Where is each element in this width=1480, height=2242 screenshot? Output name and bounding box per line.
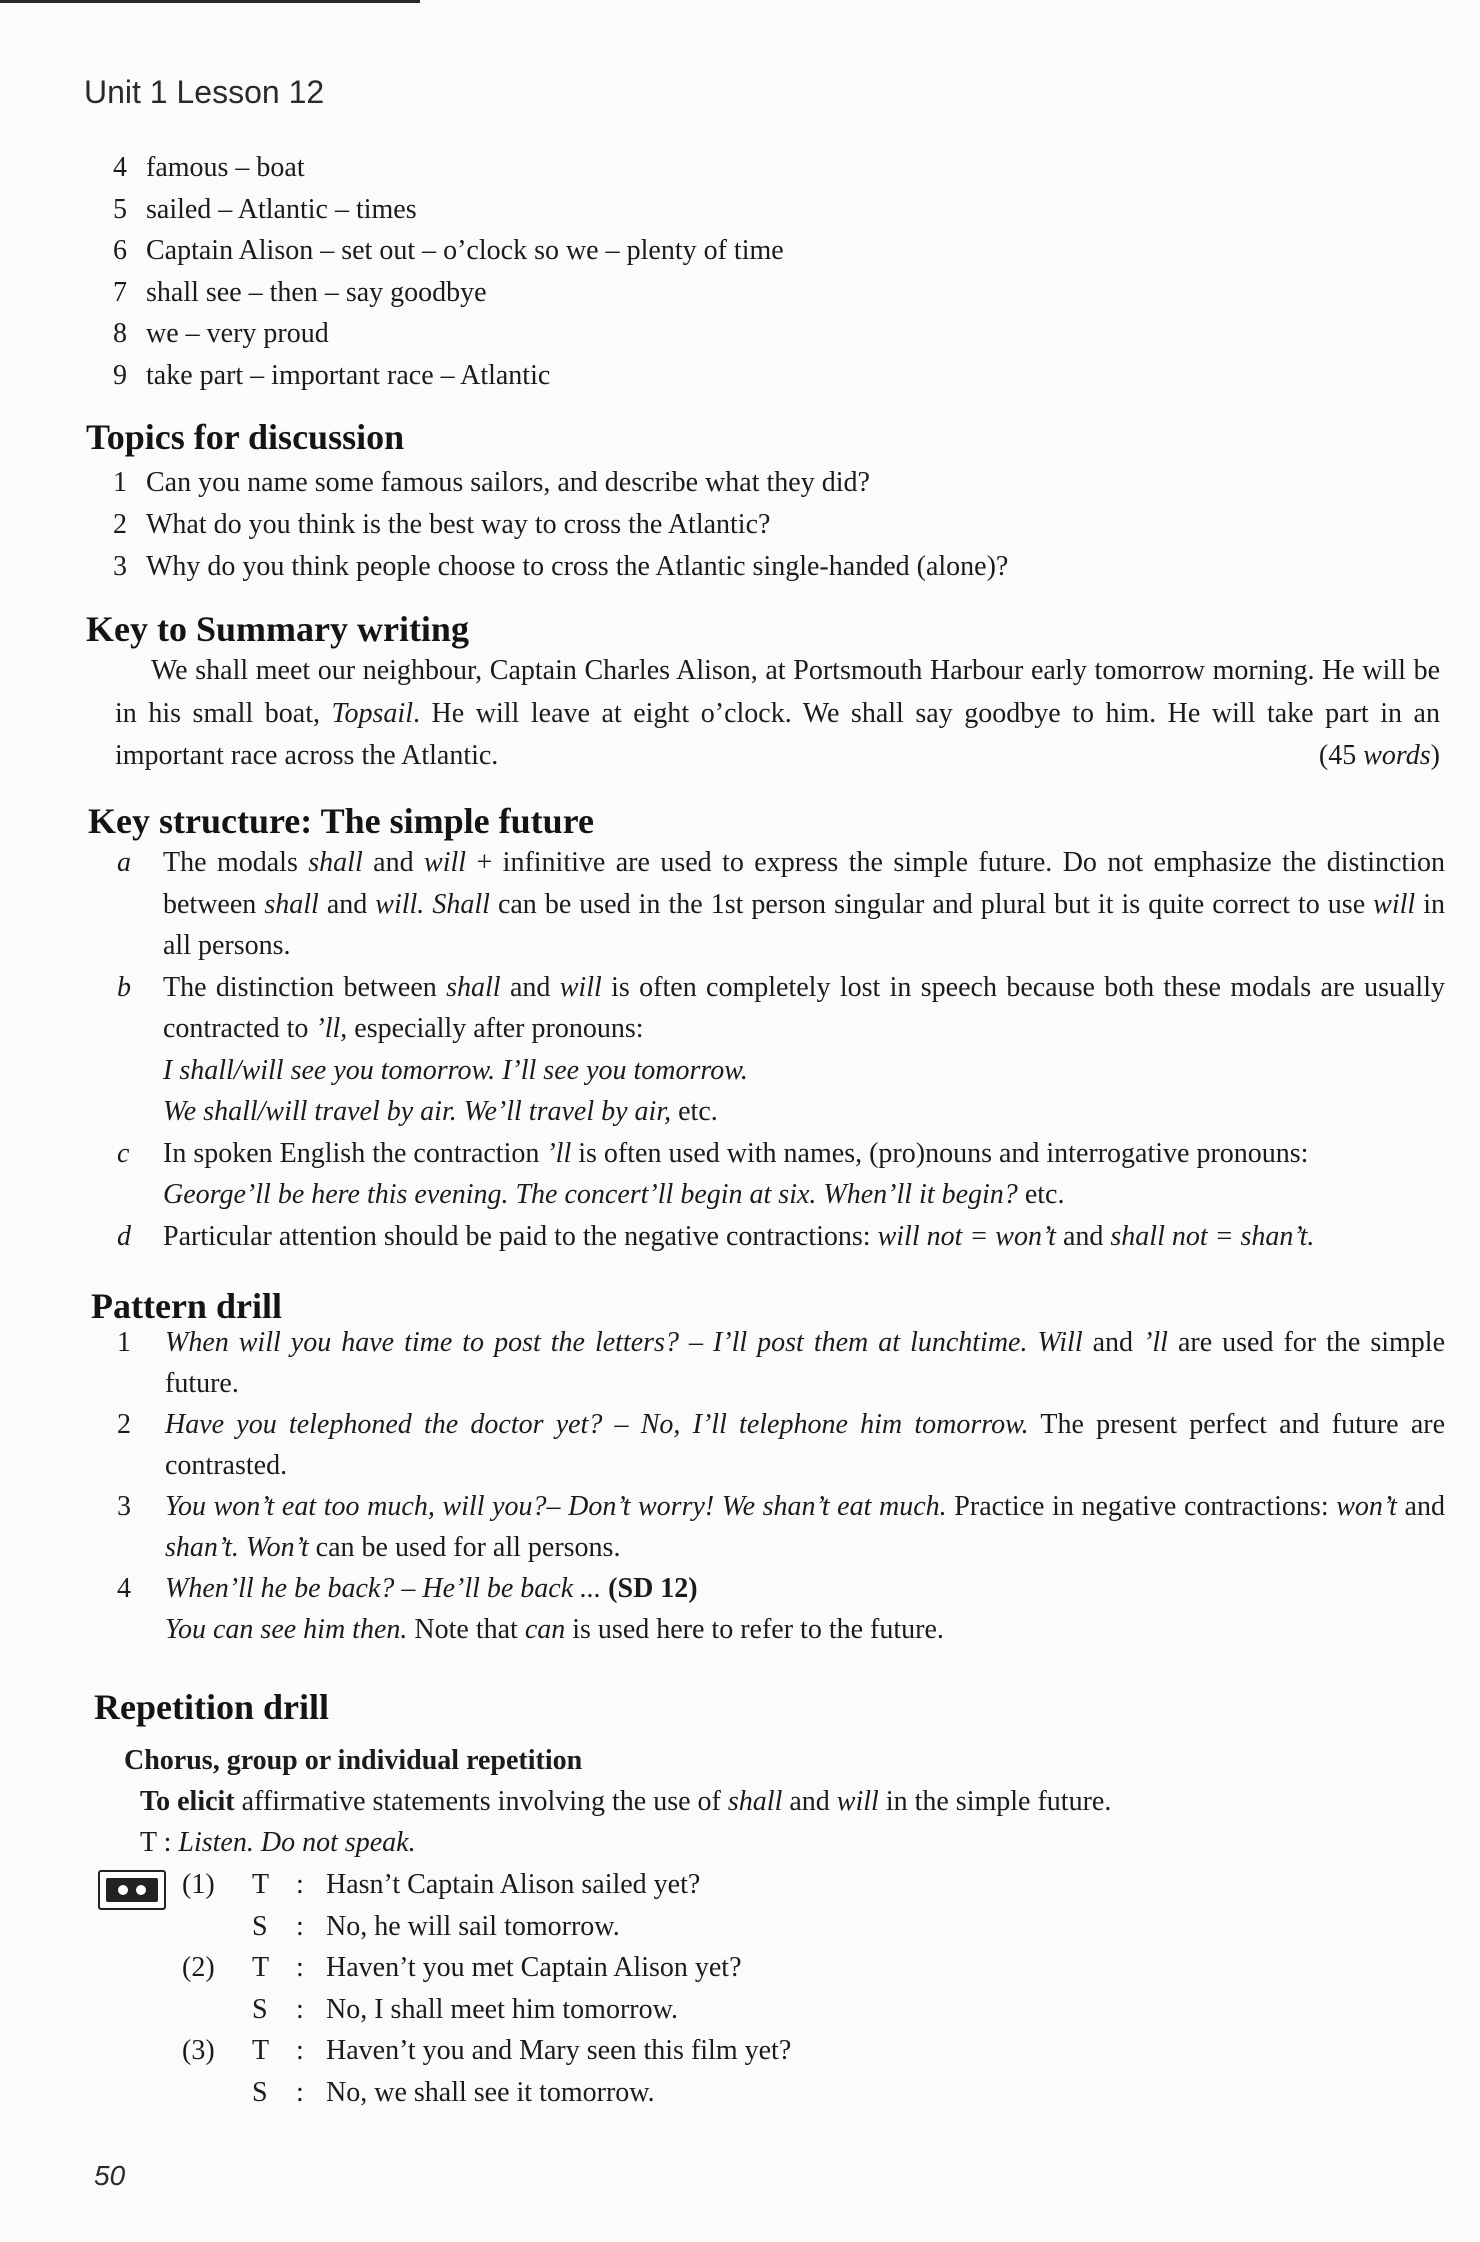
note-d: d Particular attention should be paid to the negative contractions: will not = won’t and shall not = shan’t. bbox=[117, 1220, 1315, 1252]
list-item: 4 famous – boat bbox=[113, 152, 305, 183]
pattern-heading: Pattern drill bbox=[91, 1286, 282, 1326]
note-c: c In spoken English the contraction ’ll is often used with names, (pro)nouns and interrogative pronouns: George’ll be here this evening. The concert’ll begin at six. When’ll it begin? etc. bbox=[117, 1137, 1309, 1210]
list-item: 2 What do you think is the best way to cross the Atlantic? bbox=[113, 509, 771, 540]
list-item: 3 You won’t eat too much, will you?– Don’t worry! We shan’t eat much. Practice in negative contractions: won’t and shan’t. Won’t can be used for all persons. bbox=[117, 1491, 1445, 1563]
list-item: 9 take part – important race – Atlantic bbox=[113, 359, 551, 391]
pattern-drill-list bbox=[115, 1322, 1445, 1650]
elicit-line: To elicit affirmative statements involving the use of shall and will in the simple future. bbox=[140, 1786, 1112, 1817]
running-head: Unit 1 Lesson 12 bbox=[84, 74, 325, 110]
list-item: 5 sailed – Atlantic – times bbox=[113, 193, 417, 225]
list-item: 7 shall see – then – say goodbye bbox=[113, 276, 487, 308]
summary-paragraph: We shall meet our neighbour, Captain Charles Alison, at Portsmouth Harbour early tomorrow morning. He will be in his small boat, Topsail. He will leave at eight o’clock. We shall say goodbye to him. He will take part in an important race across the Atlantic. (45 words) bbox=[115, 650, 1440, 778]
word-count: (45 words) bbox=[1318, 740, 1440, 771]
page-number: 50 bbox=[94, 2160, 126, 2191]
structure-notes bbox=[115, 842, 1445, 1257]
list-item: 4 When’ll he be back? – He’ll be back ... (SD 12) You can see him then. Note that can is used here to refer to the future. bbox=[117, 1573, 944, 1645]
cassette-icon bbox=[98, 1870, 166, 1910]
repetition-subheading: Chorus, group or individual repetition bbox=[124, 1745, 583, 1776]
list-item: 1 When will you have time to post the letters? – I’ll post them at lunchtime. Will and ’ll are used for the simple future. bbox=[117, 1327, 1445, 1399]
list-item: 6 Captain Alison – set out – o’clock so we – plenty of time bbox=[113, 235, 784, 266]
top-rule bbox=[0, 0, 420, 3]
list-item: 8 we – very proud bbox=[113, 318, 329, 349]
summary-heading: Key to Summary writing bbox=[86, 609, 469, 649]
repetition-instructions bbox=[124, 1740, 1111, 1863]
note-a: a The modals shall and will + infinitive are used to express the simple future. Do not emphasize the distinction between shall and will. Shall can be used in the 1st person singular and plural but it is quite correct to use will in all persons. bbox=[117, 847, 1445, 961]
cue-list bbox=[113, 147, 784, 396]
topics-heading: Topics for discussion bbox=[86, 417, 405, 457]
note-b: b The distinction between shall and will is often completely lost in speech because both these modals are usually contracted to ’ll, especially after pronouns: I shall/will see you tomorrow. I’ll see you tomorrow. We shall/will travel by air. We’ll travel by air, etc. bbox=[117, 971, 1445, 1127]
repetition-heading: Repetition drill bbox=[94, 1687, 329, 1727]
textbook-page: Unit 1 Lesson 12 4 famous – boat 5 sailed – Atlantic – times 6 Captain Alison – set out – o’clock so we – plenty of time 7 shall see – then – say goodbye 8 we – very proud 9 take part – important race – Atlantic Topics for discussion 1 Can you name some famous sailors, and describe what they did? 2 What do you think is the best way to cross the Atlantic? 3 Why do you think people choose to cross the Atlantic single-handed (alone)? Key to Summary writing We shall meet our neighbour, Captain Charles Alison, at Portsmouth Harbour early tomorrow morning. He will be in his small boat, Topsail. He will leave at eight o’clock. We shall say goodbye to him. He will take part in an important race across the Atlantic. (45 words) Key structure: The simple future a The modals shall and will + infinitive are used to express the simple future. Do not emphasize the distinction between shall and will. Shall can be used in the 1st person singular and plural but it is quite correct to use will in all persons. b The distinction between shall and will is often completely lost in speech because both these modals are usually contracted to ’ll, especially after pronouns: I shall/will see you tomorrow. I’ll see you tomorrow. We shall/will travel by air. We’ll travel by air, etc. c In spoken English the contraction ’ll is often used with names, (pro)nouns and interrogative pronouns: George’ll be here this evening. The concert’ll begin at six. When’ll it begin? etc. d Particular attention should be paid to the negative contractions: will not = won’t and shall not = shan’t. Pattern drill 1 When will you have time to post the letters? – I’ll post them at lunchtime. Will and ’ll are used for the simple future. 2 Have you telephoned the doctor yet? – No, I’ll telephone him tomorrow. The present perfect and future are contrasted. 3 You won’t eat too much, will you?– Don’t worry! We shan’t eat much. Practice in negative contractions: won’t and shan’t. Won’t can be used for all persons. 4 When’ll he be back? – He’ll be back ... (SD 12) You can see him then. Note that can is used here to refer to the future. Repetition drill Chorus, group or individual repetition To elicit affirmative statements involving the use of shall and will in the simple future. T : Listen. Do not speak. (1) T : Hasn’t Captain Alison sailed yet? S : No, he will sail tomorrow. (2) T : Haven’t you met Captain Alison yet? S : No, I shall meet him tomorrow. (3) T : Haven’t you and Mary seen this film yet? S : No, we shall see it tomorrow. 50 bbox=[0, 0, 1480, 2242]
list-item: 1 Can you name some famous sailors, and describe what they did? bbox=[113, 467, 870, 498]
instruction-line: T : Listen. Do not speak. bbox=[140, 1827, 416, 1858]
list-item: 3 Why do you think people choose to cross the Atlantic single-handed (alone)? bbox=[113, 551, 1009, 582]
list-item: 2 Have you telephoned the doctor yet? – No, I’ll telephone him tomorrow. The present perfect and future are contrasted. bbox=[117, 1409, 1445, 1481]
topics-list bbox=[113, 462, 1008, 588]
structure-heading: Key structure: The simple future bbox=[88, 801, 594, 841]
